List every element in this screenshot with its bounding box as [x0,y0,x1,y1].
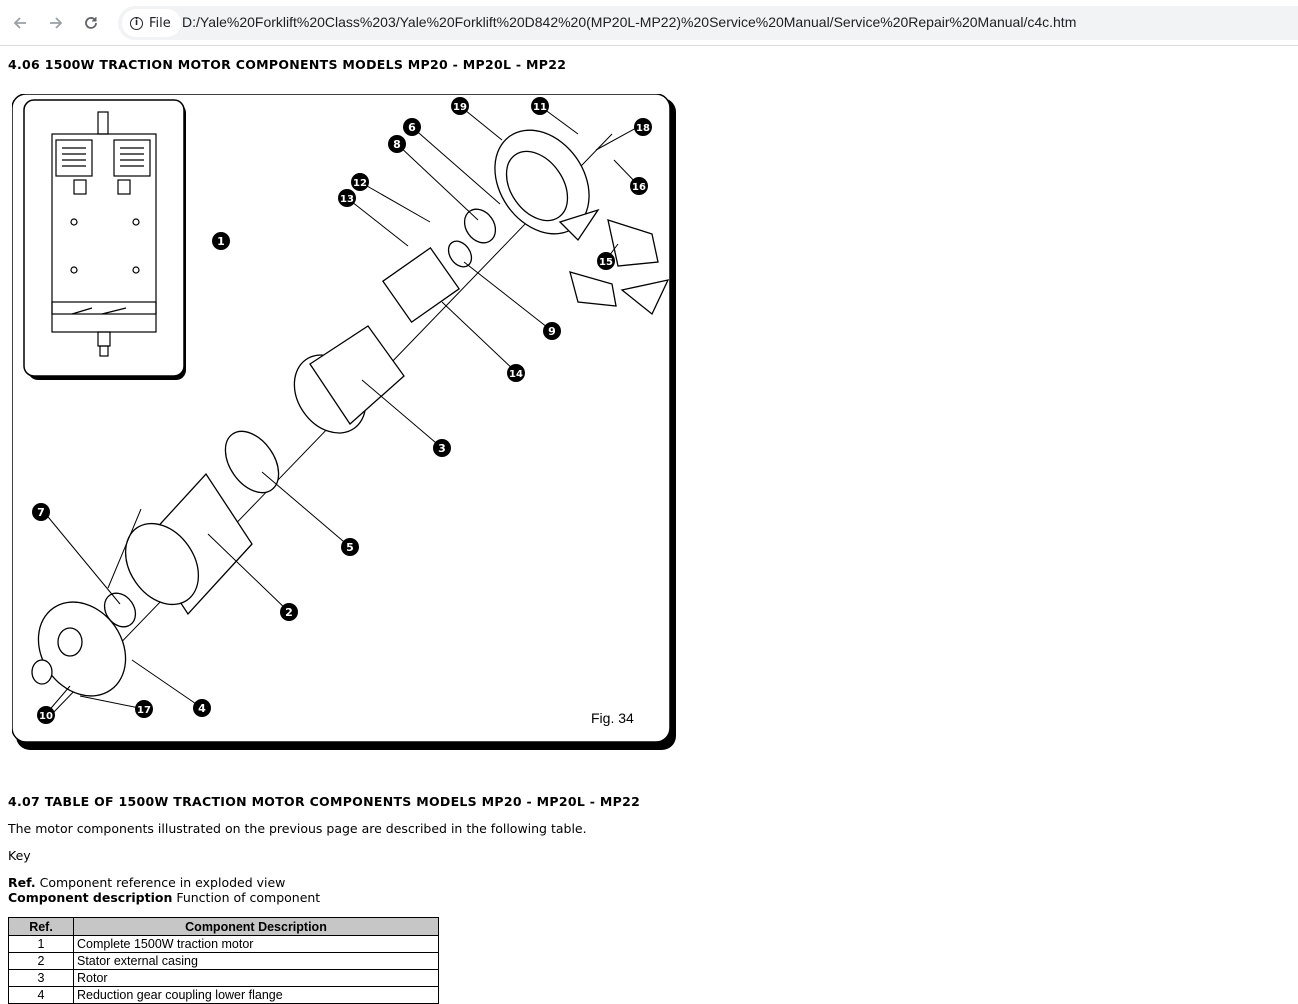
arrow-left-icon [12,15,28,31]
callout-7 [32,503,50,521]
col-desc-header: Component Description [74,918,439,936]
row-ref: 4 [9,987,74,1004]
table-row [9,953,439,970]
row-desc: Reduction gear coupling lower flange [74,987,439,1004]
comp-term: Component description [8,890,173,905]
callout-3 [433,439,451,457]
callout-2 [280,603,298,621]
callout-13 [338,189,356,207]
back-button[interactable] [7,10,33,36]
callout-19 [451,97,469,115]
svg-text:19: 19 [453,102,467,113]
svg-text:2: 2 [285,606,293,619]
svg-text:12: 12 [353,178,367,189]
row-desc: Stator external casing [74,953,439,970]
url-text[interactable]: D:/Yale%20Forklift%20Class%203/Yale%20Forklift%20D842%20(MP20L-MP22)%20Service%20Manual/Service%20Repair%20Manual/c4c.htm [182,14,1077,30]
key-comp-line [8,890,320,905]
callout-14 [507,364,525,382]
svg-text:14: 14 [509,369,523,380]
callout-5 [341,538,359,556]
arrow-right-icon [48,15,64,31]
browser-toolbar [0,0,1298,46]
comp-desc: Function of component [176,890,321,905]
svg-text:3: 3 [438,442,446,455]
row-ref: 3 [9,970,74,987]
callout-4 [193,699,211,717]
components-table [8,917,439,1004]
row-ref: 1 [9,936,74,953]
callout-18 [634,118,652,136]
svg-text:16: 16 [632,182,646,193]
info-icon: i [130,17,143,30]
callout-17 [135,700,153,718]
svg-text:17: 17 [137,705,151,716]
svg-text:5: 5 [346,541,354,554]
exploded-view-figure [12,94,680,754]
svg-text:9: 9 [548,325,556,338]
forward-button[interactable] [43,10,69,36]
callout-10 [37,706,55,724]
svg-text:10: 10 [39,711,53,722]
figure-caption: Fig. 34 [591,710,634,726]
key-ref-line [8,875,285,890]
ref-term: Ref. [8,875,36,890]
row-ref: 2 [9,953,74,970]
table-row [9,936,439,953]
row-desc: Complete 1500W traction motor [74,936,439,953]
svg-text:15: 15 [599,257,613,268]
callout-12 [351,173,369,191]
table-header-row [9,918,439,936]
address-bar[interactable] [118,6,1298,40]
section-heading-407: 4.07 TABLE OF 1500W TRACTION MOTOR COMPONENTS MODELS MP20 - MP20L - MP22 [8,794,641,809]
site-info-label: File [149,15,171,31]
svg-text:8: 8 [393,138,401,151]
callout-15 [597,252,615,270]
reload-button[interactable] [78,10,104,36]
callout-16 [630,177,648,195]
svg-text:7: 7 [37,506,45,519]
svg-text:13: 13 [340,194,354,205]
callout-6 [403,118,421,136]
callout-11 [531,97,549,115]
reload-icon [83,15,99,31]
site-info-chip[interactable] [122,9,181,37]
section-heading-406: 4.06 1500W TRACTION MOTOR COMPONENTS MODELS MP20 - MP20L - MP22 [8,57,567,72]
key-label: Key [8,848,31,863]
svg-text:18: 18 [636,123,650,134]
intro-paragraph: The motor components illustrated on the previous page are described in the following table. [8,821,587,836]
col-ref-header: Ref. [9,918,74,936]
svg-text:11: 11 [533,102,547,113]
callout-9 [543,322,561,340]
svg-text:6: 6 [408,121,416,134]
svg-text:4: 4 [198,702,206,715]
row-desc: Rotor [74,970,439,987]
svg-text:1: 1 [217,235,225,248]
table-row [9,970,439,987]
callout-8 [388,135,406,153]
callout-1 [212,232,230,250]
ref-desc: Component reference in exploded view [39,875,286,890]
